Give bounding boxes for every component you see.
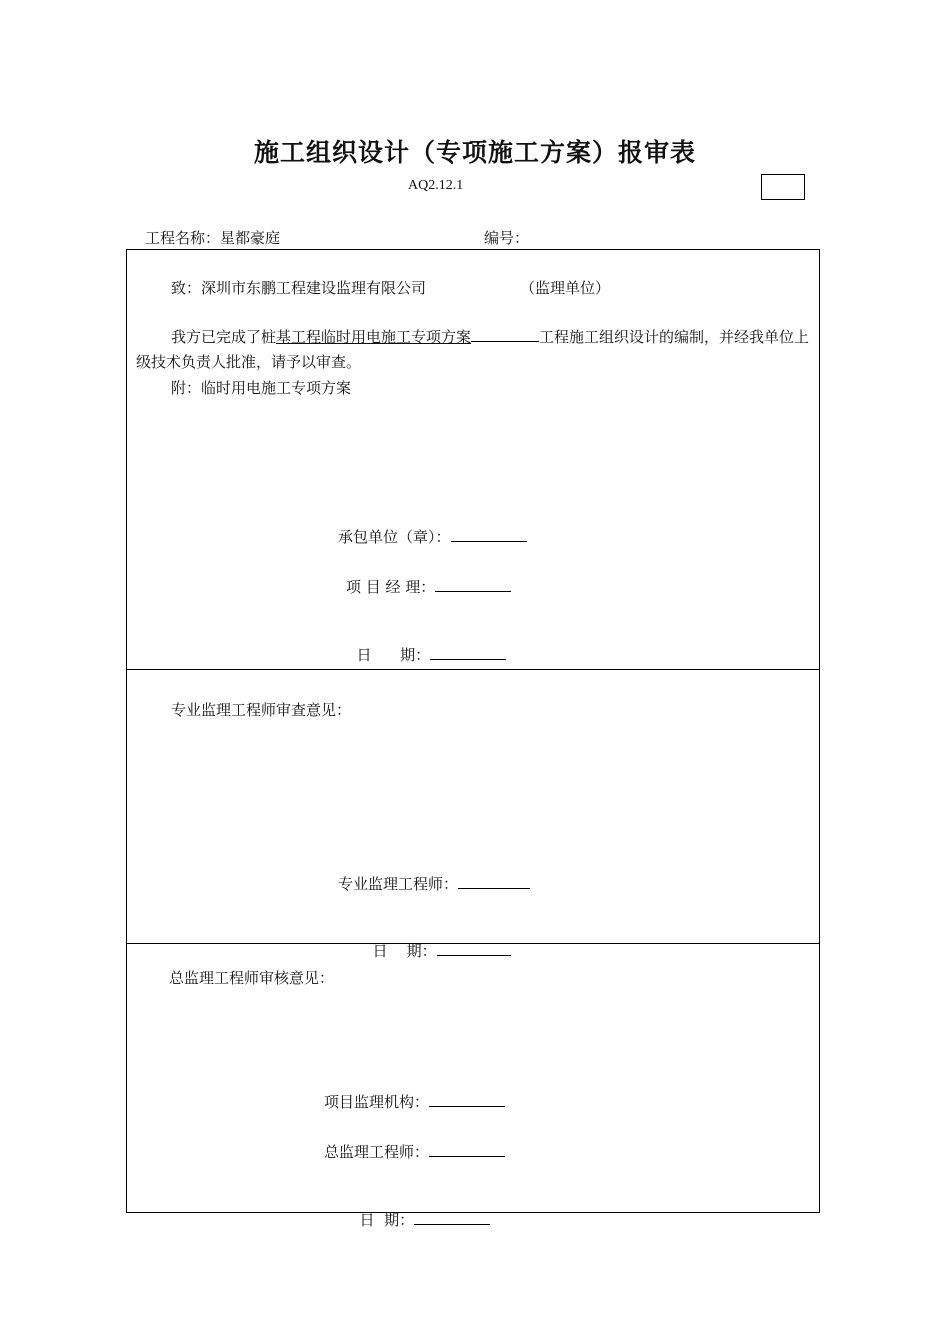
form-title: 施工组织设计（专项施工方案）报审表 [253, 138, 696, 167]
section3-date-label: 日 期： [359, 1211, 415, 1229]
section1-date-label: 日 期： [356, 646, 431, 664]
addressee-suffix: （监理单位） [520, 279, 611, 297]
chief-engineer-row [324, 1141, 505, 1162]
attachment-line: 附：临时用电施工专项方案 [171, 379, 352, 397]
engineer-opinion-label: 专业监理工程师审查意见： [171, 701, 352, 719]
engineer-label: 专业监理工程师： [338, 875, 459, 893]
project-manager-label: 项 目 经 理： [346, 578, 436, 596]
section2-date-blank[interactable] [437, 941, 511, 956]
contractor-blank[interactable] [451, 527, 527, 542]
section3-date-row [350, 1191, 490, 1230]
form-number-row [484, 227, 529, 248]
chief-opinion-label: 总监理工程师审核意见： [169, 969, 335, 987]
section3-date-blank[interactable] [414, 1210, 490, 1225]
form-number-label: 编号： [484, 229, 530, 247]
project-name-label: 工程名称： [145, 229, 221, 247]
chief-engineer-label: 总监理工程师： [324, 1143, 430, 1161]
project-name-value: 星都豪庭 [220, 229, 281, 247]
section1-date-row [347, 626, 506, 665]
engineer-row [338, 873, 530, 894]
statement-suffix: 工程施工组织设计的编制，并经我单位上级技术负责人批准，请予以审查。 [136, 328, 810, 371]
addressee-company: 深圳市东鹏工程建设监理有限公司 [201, 279, 427, 297]
addressee-label: 致： [171, 279, 202, 297]
section1-date-blank[interactable] [430, 645, 506, 660]
chief-engineer-blank[interactable] [429, 1142, 505, 1157]
submission-statement [136, 325, 812, 375]
supervision-org-label: 项目监理机构： [324, 1093, 430, 1111]
form-code-box [761, 174, 805, 200]
contractor-row [338, 526, 527, 547]
section2-date-row [363, 922, 511, 961]
statement-prefix: 我方已完成了桩 [171, 328, 277, 346]
engineer-blank[interactable] [458, 874, 530, 889]
project-manager-blank[interactable] [435, 577, 511, 592]
project-manager-row [346, 576, 511, 597]
statement-blank [471, 327, 539, 342]
supervision-org-blank[interactable] [429, 1092, 505, 1107]
form-code: AQ2.12.1 [408, 178, 464, 193]
supervision-org-row [324, 1091, 505, 1112]
contractor-label: 承包单位（章）： [338, 528, 451, 546]
section2-date-label: 日 期： [372, 942, 437, 960]
addressee-row [171, 277, 426, 298]
statement-filled-project: 基工程临时用电施工专项方案 [276, 328, 472, 346]
section-divider-1 [126, 669, 820, 670]
project-name-row [145, 227, 280, 248]
